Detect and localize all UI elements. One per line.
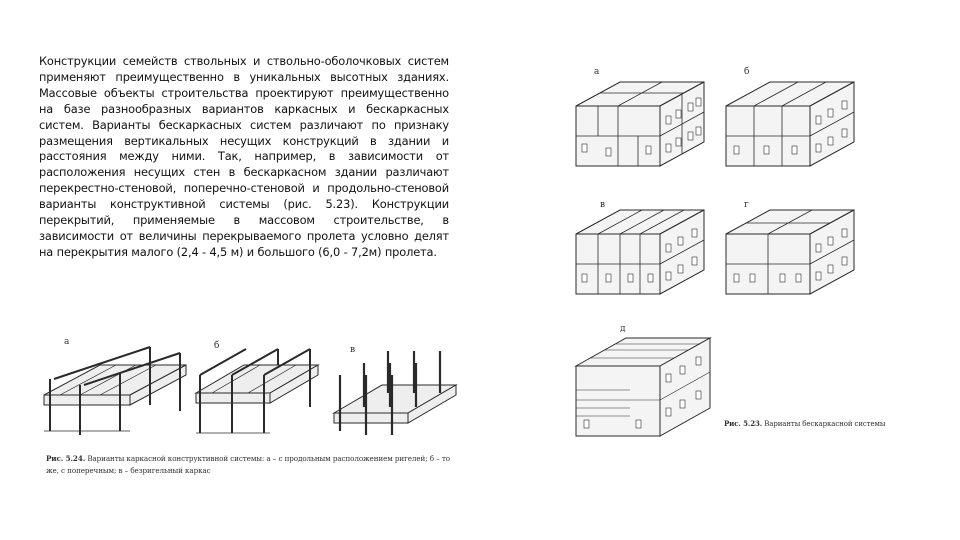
caption-label: Рис. 5.23. (724, 419, 763, 428)
building-diagram (570, 190, 710, 302)
building-diagram (720, 190, 860, 302)
figure-5-24-a (40, 335, 190, 445)
figure-5-23-b (720, 58, 860, 178)
figure-letter: б (744, 67, 750, 77)
figure-letter: б (214, 341, 220, 351)
body-paragraph: Конструкции семейств ствольных и ствольно-оболочковых систем применяют преимущественно в уникальных высотных зданиях. Массовые объекты строительства проектируют преимущественно на базе разнообразных вариантов каркасных и бескаркасных систем. Варианты бескаркасных систем различают по признаку размещения вертикальных несущих конструкций в здании и расстояния между ними. Так, например, в зависимости от расположения несущих стен в бескаркасном здании различают перекрестно-стеновой, поперечно-стеновой и продольно-стеновой варианты конструктивной системы (рис. 5.23). Конструкции перекрытий, применяемые в массовом строительстве, в зависимости от величины перекрываемого пролета условно делят на перекрытия малого (2,4 - 4,5 м) и большого (6,0 - 7,2м) пролета. (39, 54, 449, 259)
frame-diagram (40, 335, 190, 445)
figure-5-24-c (330, 335, 460, 445)
figure-letter: в (600, 200, 606, 210)
figure-letter: д (620, 324, 626, 334)
figure-5-23-a (570, 58, 710, 178)
caption-text: Варианты каркасной конструктивной системы: а – с продольным расположением ригелей; б – то же, с поперечным; в – безригельный каркас (46, 454, 450, 475)
figure-5-23-e (570, 320, 716, 446)
figure-5-23-c (570, 190, 710, 302)
figure-5-23-d (720, 190, 860, 302)
figure-5-23-caption (724, 419, 894, 429)
building-diagram (570, 320, 716, 446)
figure-letter: в (350, 345, 356, 355)
caption-label: Рис. 5.24. (46, 454, 86, 463)
caption-text: Варианты бескаркасной системы (764, 420, 886, 428)
building-diagram (720, 58, 860, 178)
figure-5-24-caption (46, 453, 458, 476)
figure-letter: а (594, 67, 600, 77)
figure-5-24-b (192, 335, 322, 445)
figure-letter: а (64, 337, 70, 347)
figure-letter: г (744, 200, 749, 210)
building-diagram (570, 58, 710, 178)
frame-diagram (192, 335, 322, 445)
